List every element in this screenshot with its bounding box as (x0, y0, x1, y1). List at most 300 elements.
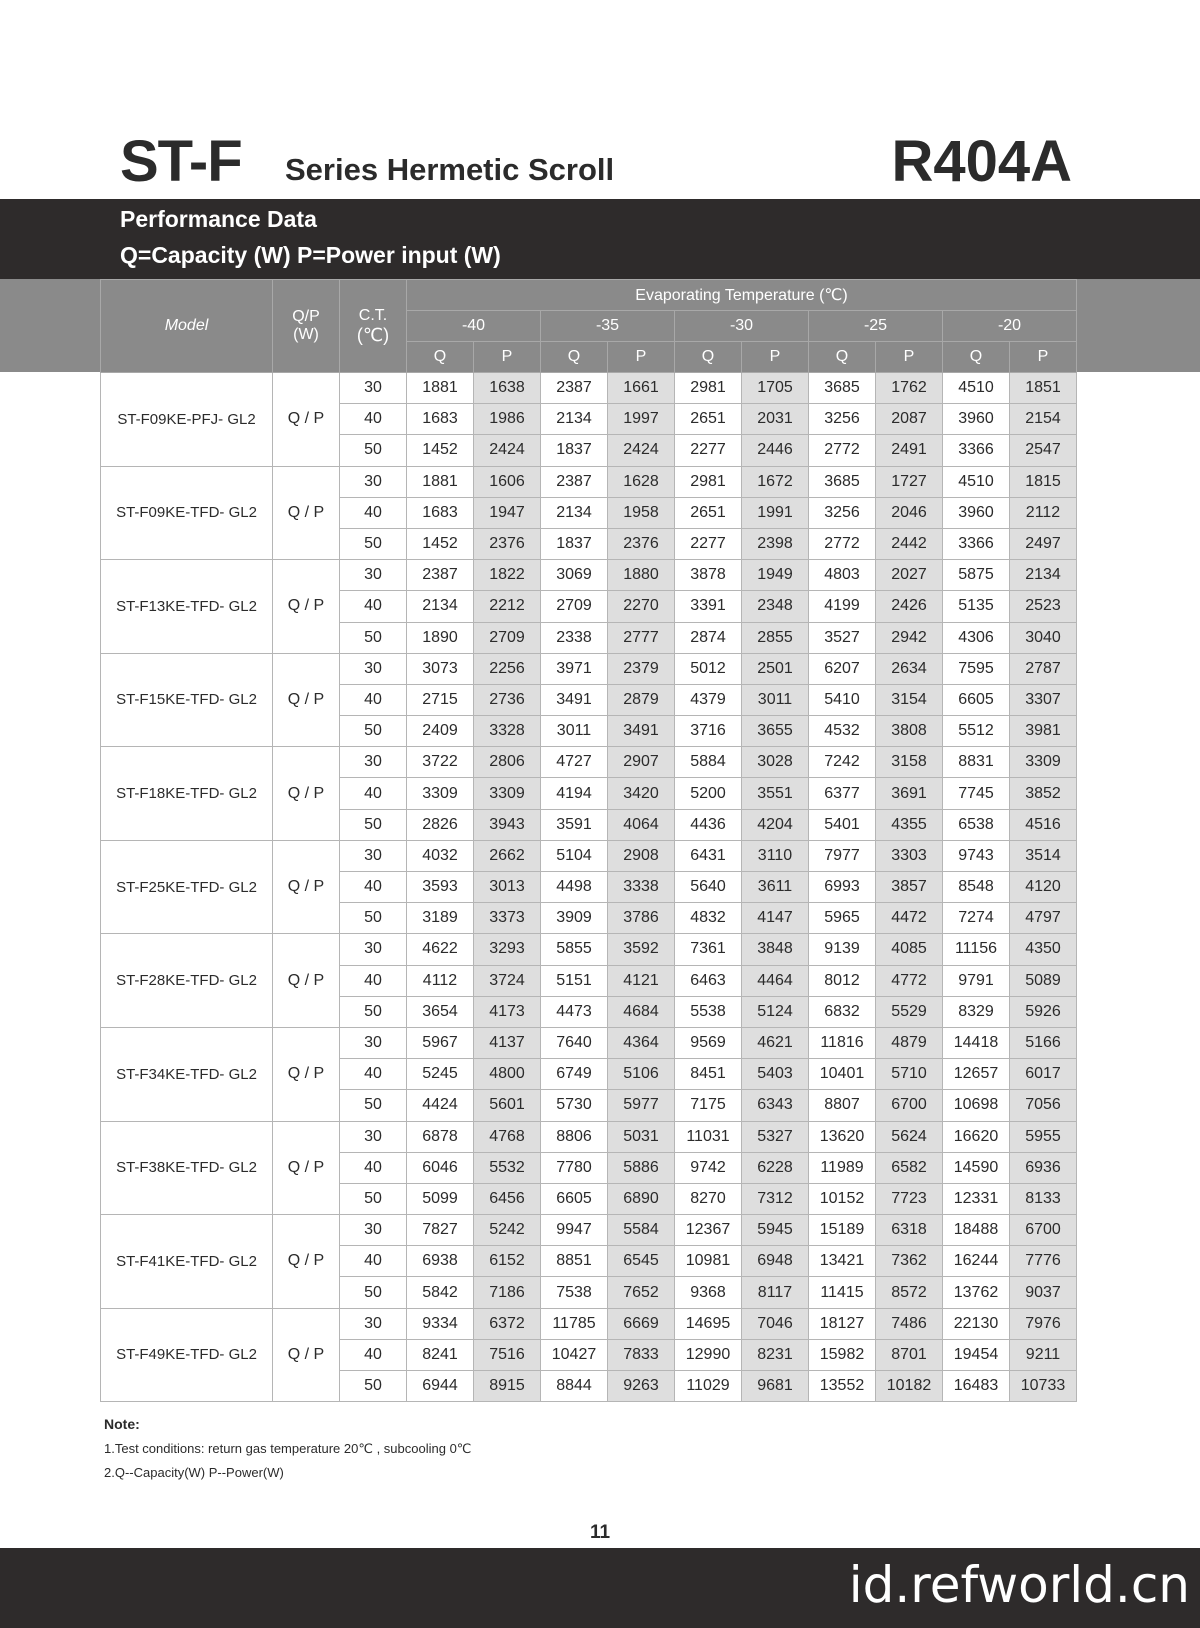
model-name: ST-F18KE-TFD- GL2 (101, 747, 273, 841)
p-value-cell: 4797 (1010, 903, 1077, 934)
q-value-cell: 7827 (407, 1215, 474, 1246)
series-name: Series Hermetic Scroll (285, 152, 615, 187)
q-value-cell: 18127 (809, 1308, 876, 1339)
model-name: ST-F28KE-TFD- GL2 (101, 934, 273, 1028)
p-value-cell: 2442 (876, 528, 943, 559)
q-value-cell: 6463 (675, 965, 742, 996)
p-value-cell: 2348 (742, 591, 809, 622)
ct-cell: 30 (340, 560, 407, 591)
note-line-2: 2.Q--Capacity(W) P--Power(W) (104, 1465, 284, 1480)
q-value-cell: 3960 (943, 497, 1010, 528)
q-value-cell: 9368 (675, 1277, 742, 1308)
q-value-cell: 14418 (943, 1027, 1010, 1058)
q-value-cell: 5135 (943, 591, 1010, 622)
p-value-cell: 2736 (474, 684, 541, 715)
table-row (101, 653, 1077, 684)
q-value-cell: 5842 (407, 1277, 474, 1308)
qp-cell: Q / P (273, 747, 340, 841)
p-value-cell: 4472 (876, 903, 943, 934)
p-value-cell: 3655 (742, 716, 809, 747)
q-value-cell: 9743 (943, 840, 1010, 871)
q-value-cell: 5855 (541, 934, 608, 965)
p-value-cell: 4137 (474, 1027, 541, 1058)
table-row (101, 840, 1077, 871)
q-value-cell: 9334 (407, 1308, 474, 1339)
p-value-cell: 1997 (608, 404, 675, 435)
p-value-cell: 9211 (1010, 1339, 1077, 1370)
q-value-cell: 7977 (809, 840, 876, 871)
q-value-cell: 1683 (407, 404, 474, 435)
series-code: ST-F (120, 129, 242, 194)
q-value-cell: 7242 (809, 747, 876, 778)
page-number: 11 (589, 1522, 611, 1543)
p-value-cell: 2134 (1010, 560, 1077, 591)
p-value-cell: 1991 (742, 497, 809, 528)
ct-cell: 50 (340, 716, 407, 747)
p-value-cell: 3611 (742, 872, 809, 903)
p-value-cell: 5089 (1010, 965, 1077, 996)
p-value-cell: 7056 (1010, 1090, 1077, 1121)
q-value-cell: 3960 (943, 404, 1010, 435)
p-value-cell: 5106 (608, 1059, 675, 1090)
p-value-cell: 3303 (876, 840, 943, 871)
q-value-cell: 15189 (809, 1215, 876, 1246)
q-value-cell: 2981 (675, 466, 742, 497)
q-value-cell: 6749 (541, 1059, 608, 1090)
ct-cell: 50 (340, 809, 407, 840)
p-value-cell: 4121 (608, 965, 675, 996)
q-value-cell: 3971 (541, 653, 608, 684)
p-value-cell: 2547 (1010, 435, 1077, 466)
table-row (101, 560, 1077, 591)
p-value-cell: 4684 (608, 996, 675, 1027)
section-subtitle: Q=Capacity (W) P=Power input (W) (120, 242, 501, 268)
q-value-cell: 8807 (809, 1090, 876, 1121)
q-value-cell: 4727 (541, 747, 608, 778)
p-value-cell: 6456 (474, 1183, 541, 1214)
qp-cell: Q / P (273, 1308, 340, 1402)
q-value-cell: 3878 (675, 560, 742, 591)
p-value-cell: 5584 (608, 1215, 675, 1246)
ct-cell: 40 (340, 1059, 407, 1090)
p-value-cell: 7486 (876, 1308, 943, 1339)
p-value-cell: 6228 (742, 1152, 809, 1183)
q-value-cell: 6938 (407, 1246, 474, 1277)
p-value-cell: 1672 (742, 466, 809, 497)
p-value-cell: 3011 (742, 684, 809, 715)
p-value-cell: 6582 (876, 1152, 943, 1183)
p-value-cell: 3013 (474, 872, 541, 903)
q-value-cell: 6605 (541, 1183, 608, 1214)
p-value-cell: 1638 (474, 373, 541, 404)
p-value-cell: 3040 (1010, 622, 1077, 653)
ct-cell: 50 (340, 1090, 407, 1121)
q-value-cell: 5410 (809, 684, 876, 715)
q-value-cell: 3527 (809, 622, 876, 653)
note-block (104, 1416, 471, 1488)
q-value-cell: 2651 (675, 404, 742, 435)
q-value-cell: 3366 (943, 435, 1010, 466)
p-value-cell: 2424 (474, 435, 541, 466)
ct-cell: 50 (340, 1371, 407, 1402)
p-value-cell: 4800 (474, 1059, 541, 1090)
p-value-cell: 2523 (1010, 591, 1077, 622)
q-value-cell: 5965 (809, 903, 876, 934)
qp-cell: Q / P (273, 1121, 340, 1215)
p-value-cell: 1762 (876, 373, 943, 404)
q-value-cell: 3189 (407, 903, 474, 934)
qp-cell: Q / P (273, 934, 340, 1028)
p-value-cell: 5601 (474, 1090, 541, 1121)
p-value-cell: 6545 (608, 1246, 675, 1277)
p-value-cell: 5955 (1010, 1121, 1077, 1152)
p-value-cell: 3158 (876, 747, 943, 778)
p-value-cell: 1986 (474, 404, 541, 435)
ct-cell: 50 (340, 903, 407, 934)
p-value-cell: 2634 (876, 653, 943, 684)
p-value-cell: 9681 (742, 1371, 809, 1402)
q-value-cell: 1837 (541, 528, 608, 559)
p-value-cell: 2256 (474, 653, 541, 684)
p-value-cell: 2879 (608, 684, 675, 715)
ct-cell: 40 (340, 497, 407, 528)
p-value-cell: 3338 (608, 872, 675, 903)
table-row (101, 1308, 1077, 1339)
p-value-cell: 2270 (608, 591, 675, 622)
q-value-cell: 13421 (809, 1246, 876, 1277)
p-value-cell: 3110 (742, 840, 809, 871)
p-value-cell: 2787 (1010, 653, 1077, 684)
q-value-cell: 5967 (407, 1027, 474, 1058)
header-ct (340, 280, 407, 373)
table-row (101, 1027, 1077, 1058)
p-value-cell: 4516 (1010, 809, 1077, 840)
q-value-cell: 6046 (407, 1152, 474, 1183)
ct-cell: 40 (340, 684, 407, 715)
q-value-cell: 5151 (541, 965, 608, 996)
model-name: ST-F09KE-PFJ- GL2 (101, 373, 273, 467)
q-value-cell: 1683 (407, 497, 474, 528)
note-line-1: 1.Test conditions: return gas temperature 20℃ , subcooling 0℃ (104, 1441, 472, 1456)
q-value-cell: 6207 (809, 653, 876, 684)
refrigerant-label: R404A (891, 129, 1072, 194)
p-value-cell: 9037 (1010, 1277, 1077, 1308)
qp-cell: Q / P (273, 373, 340, 467)
q-value-cell: 9139 (809, 934, 876, 965)
q-value-cell: 2387 (407, 560, 474, 591)
q-value-cell: 1890 (407, 622, 474, 653)
q-value-cell: 12657 (943, 1059, 1010, 1090)
p-value-cell: 5624 (876, 1121, 943, 1152)
q-value-cell: 9569 (675, 1027, 742, 1058)
p-value-cell: 4120 (1010, 872, 1077, 903)
q-value-cell: 2651 (675, 497, 742, 528)
q-value-cell: 11816 (809, 1027, 876, 1058)
p-value-cell: 4085 (876, 934, 943, 965)
ct-cell: 40 (340, 778, 407, 809)
header-q: Q (675, 342, 742, 373)
q-value-cell: 4832 (675, 903, 742, 934)
header-p: P (474, 342, 541, 373)
q-value-cell: 5640 (675, 872, 742, 903)
ct-cell: 40 (340, 1339, 407, 1370)
q-value-cell: 8851 (541, 1246, 608, 1277)
q-value-cell: 18488 (943, 1215, 1010, 1246)
q-value-cell: 5884 (675, 747, 742, 778)
q-value-cell: 2772 (809, 435, 876, 466)
q-value-cell: 6993 (809, 872, 876, 903)
p-value-cell: 4204 (742, 809, 809, 840)
p-value-cell: 2777 (608, 622, 675, 653)
p-value-cell: 5529 (876, 996, 943, 1027)
p-value-cell: 6372 (474, 1308, 541, 1339)
q-value-cell: 4803 (809, 560, 876, 591)
p-value-cell: 5532 (474, 1152, 541, 1183)
q-value-cell: 9791 (943, 965, 1010, 996)
p-value-cell: 4147 (742, 903, 809, 934)
section-title: Performance Data (120, 206, 317, 232)
q-value-cell: 15982 (809, 1339, 876, 1370)
p-value-cell: 4173 (474, 996, 541, 1027)
header-temp: -20 (943, 311, 1077, 342)
p-value-cell: 3592 (608, 934, 675, 965)
q-value-cell: 14695 (675, 1308, 742, 1339)
note-title: Note: (104, 1416, 140, 1432)
p-value-cell: 2501 (742, 653, 809, 684)
q-value-cell: 11785 (541, 1308, 608, 1339)
p-value-cell: 4364 (608, 1027, 675, 1058)
p-value-cell: 3943 (474, 809, 541, 840)
p-value-cell: 6700 (1010, 1215, 1077, 1246)
p-value-cell: 3373 (474, 903, 541, 934)
q-value-cell: 5401 (809, 809, 876, 840)
q-value-cell: 12990 (675, 1339, 742, 1370)
header-temp: -40 (407, 311, 541, 342)
q-value-cell: 5104 (541, 840, 608, 871)
q-value-cell: 10401 (809, 1059, 876, 1090)
q-value-cell: 3591 (541, 809, 608, 840)
ct-cell: 50 (340, 1277, 407, 1308)
p-value-cell: 1628 (608, 466, 675, 497)
p-value-cell: 7776 (1010, 1246, 1077, 1277)
p-value-cell: 3328 (474, 716, 541, 747)
p-value-cell: 2497 (1010, 528, 1077, 559)
p-value-cell: 7312 (742, 1183, 809, 1214)
q-value-cell: 11031 (675, 1121, 742, 1152)
p-value-cell: 5124 (742, 996, 809, 1027)
q-value-cell: 6878 (407, 1121, 474, 1152)
p-value-cell: 2212 (474, 591, 541, 622)
table-row (101, 1121, 1077, 1152)
ct-cell: 50 (340, 622, 407, 653)
ct-cell: 30 (340, 747, 407, 778)
q-value-cell: 3685 (809, 373, 876, 404)
p-value-cell: 6936 (1010, 1152, 1077, 1183)
p-value-cell: 7976 (1010, 1308, 1077, 1339)
p-value-cell: 5403 (742, 1059, 809, 1090)
p-value-cell: 5166 (1010, 1027, 1077, 1058)
p-value-cell: 2908 (608, 840, 675, 871)
table-row (101, 747, 1077, 778)
p-value-cell: 3857 (876, 872, 943, 903)
p-value-cell: 6890 (608, 1183, 675, 1214)
footer-band (0, 1548, 1200, 1628)
title-band (0, 199, 1200, 279)
q-value-cell: 10981 (675, 1246, 742, 1277)
q-value-cell: 12331 (943, 1183, 1010, 1214)
q-value-cell: 13552 (809, 1371, 876, 1402)
q-value-cell: 16244 (943, 1246, 1010, 1277)
q-value-cell: 8241 (407, 1339, 474, 1370)
p-value-cell: 4350 (1010, 934, 1077, 965)
header-p: P (876, 342, 943, 373)
q-value-cell: 3491 (541, 684, 608, 715)
q-value-cell: 2277 (675, 435, 742, 466)
ct-cell: 30 (340, 1121, 407, 1152)
header-q: Q (809, 342, 876, 373)
ct-cell: 40 (340, 591, 407, 622)
q-value-cell: 1837 (541, 435, 608, 466)
p-value-cell: 3028 (742, 747, 809, 778)
table-row (101, 934, 1077, 965)
q-value-cell: 4510 (943, 373, 1010, 404)
header-q: Q (407, 342, 474, 373)
q-value-cell: 16620 (943, 1121, 1010, 1152)
q-value-cell: 9742 (675, 1152, 742, 1183)
p-value-cell: 1851 (1010, 373, 1077, 404)
qp-cell: Q / P (273, 1215, 340, 1309)
q-value-cell: 7274 (943, 903, 1010, 934)
q-value-cell: 5875 (943, 560, 1010, 591)
p-value-cell: 2154 (1010, 404, 1077, 435)
p-value-cell: 6343 (742, 1090, 809, 1121)
p-value-cell: 6700 (876, 1090, 943, 1121)
header-q: Q (943, 342, 1010, 373)
header-qp-line2: (W) (293, 326, 319, 343)
p-value-cell: 1606 (474, 466, 541, 497)
header-p: P (608, 342, 675, 373)
p-value-cell: 4355 (876, 809, 943, 840)
q-value-cell: 4306 (943, 622, 1010, 653)
p-value-cell: 1661 (608, 373, 675, 404)
header-p: P (1010, 342, 1077, 373)
q-value-cell: 5245 (407, 1059, 474, 1090)
q-value-cell: 4112 (407, 965, 474, 996)
p-value-cell: 3420 (608, 778, 675, 809)
p-value-cell: 3154 (876, 684, 943, 715)
qp-cell: Q / P (273, 653, 340, 747)
p-value-cell: 2112 (1010, 497, 1077, 528)
p-value-cell: 4064 (608, 809, 675, 840)
p-value-cell: 8231 (742, 1339, 809, 1370)
table-row (101, 1215, 1077, 1246)
model-name: ST-F25KE-TFD- GL2 (101, 840, 273, 934)
p-value-cell: 2046 (876, 497, 943, 528)
q-value-cell: 8831 (943, 747, 1010, 778)
q-value-cell: 11989 (809, 1152, 876, 1183)
q-value-cell: 1452 (407, 528, 474, 559)
q-value-cell: 4532 (809, 716, 876, 747)
q-value-cell: 1881 (407, 373, 474, 404)
p-value-cell: 3786 (608, 903, 675, 934)
q-value-cell: 6377 (809, 778, 876, 809)
q-value-cell: 19454 (943, 1339, 1010, 1370)
ct-cell: 40 (340, 872, 407, 903)
q-value-cell: 3654 (407, 996, 474, 1027)
p-value-cell: 8133 (1010, 1183, 1077, 1214)
q-value-cell: 7640 (541, 1027, 608, 1058)
q-value-cell: 3256 (809, 404, 876, 435)
p-value-cell: 4621 (742, 1027, 809, 1058)
p-value-cell: 4768 (474, 1121, 541, 1152)
watermark-text: id.refworld.cn (848, 1556, 1190, 1614)
q-value-cell: 14590 (943, 1152, 1010, 1183)
p-value-cell: 2491 (876, 435, 943, 466)
p-value-cell: 1947 (474, 497, 541, 528)
q-value-cell: 6944 (407, 1371, 474, 1402)
header-temp: -35 (541, 311, 675, 342)
q-value-cell: 3073 (407, 653, 474, 684)
p-value-cell: 1705 (742, 373, 809, 404)
model-name: ST-F38KE-TFD- GL2 (101, 1121, 273, 1215)
p-value-cell: 2855 (742, 622, 809, 653)
p-value-cell: 7833 (608, 1339, 675, 1370)
model-name: ST-F49KE-TFD- GL2 (101, 1308, 273, 1402)
p-value-cell: 3981 (1010, 716, 1077, 747)
ct-cell: 30 (340, 1215, 407, 1246)
q-value-cell: 3716 (675, 716, 742, 747)
q-value-cell: 8844 (541, 1371, 608, 1402)
p-value-cell: 2446 (742, 435, 809, 466)
q-value-cell: 6605 (943, 684, 1010, 715)
q-value-cell: 7538 (541, 1277, 608, 1308)
q-value-cell: 3909 (541, 903, 608, 934)
p-value-cell: 3852 (1010, 778, 1077, 809)
ct-cell: 30 (340, 466, 407, 497)
q-value-cell: 10152 (809, 1183, 876, 1214)
q-value-cell: 4622 (407, 934, 474, 965)
header-temp: -30 (675, 311, 809, 342)
p-value-cell: 2424 (608, 435, 675, 466)
header-ct-line1: C.T. (358, 306, 388, 324)
q-value-cell: 6538 (943, 809, 1010, 840)
ct-cell: 40 (340, 404, 407, 435)
p-value-cell: 3293 (474, 934, 541, 965)
p-value-cell: 7362 (876, 1246, 943, 1277)
header-qp (273, 280, 340, 373)
q-value-cell: 11029 (675, 1371, 742, 1402)
q-value-cell: 7780 (541, 1152, 608, 1183)
p-value-cell: 3307 (1010, 684, 1077, 715)
q-value-cell: 4510 (943, 466, 1010, 497)
q-value-cell: 3722 (407, 747, 474, 778)
q-value-cell: 3309 (407, 778, 474, 809)
p-value-cell: 3309 (474, 778, 541, 809)
q-value-cell: 4199 (809, 591, 876, 622)
header-p: P (742, 342, 809, 373)
p-value-cell: 7516 (474, 1339, 541, 1370)
p-value-cell: 3724 (474, 965, 541, 996)
ct-cell: 50 (340, 528, 407, 559)
q-value-cell: 6431 (675, 840, 742, 871)
p-value-cell: 7723 (876, 1183, 943, 1214)
qp-cell: Q / P (273, 466, 340, 560)
q-value-cell: 2409 (407, 716, 474, 747)
header-model: Model (101, 280, 273, 373)
q-value-cell: 2772 (809, 528, 876, 559)
q-value-cell: 5099 (407, 1183, 474, 1214)
model-name: ST-F34KE-TFD- GL2 (101, 1027, 273, 1121)
